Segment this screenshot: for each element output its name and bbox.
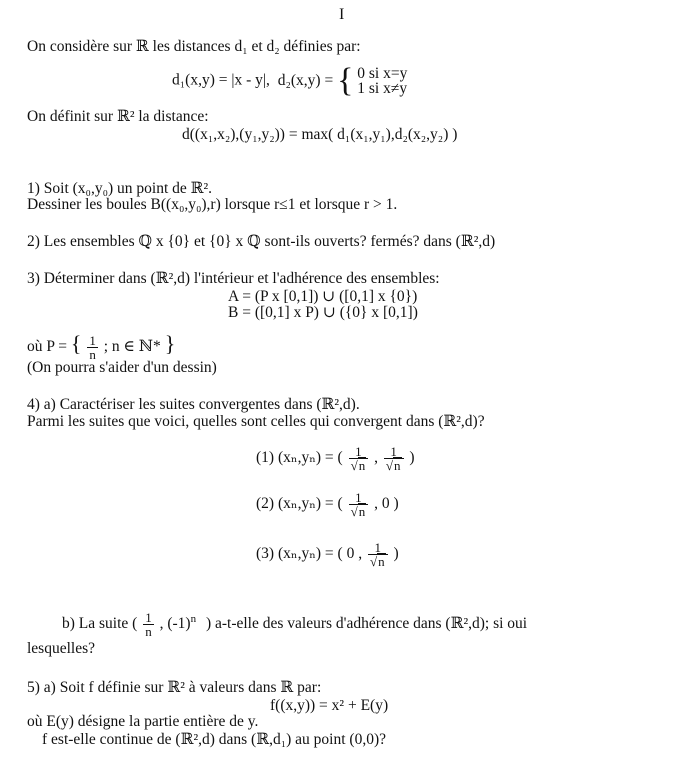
seq3-frac-y (368, 541, 388, 568)
formula-d2: d₂(x,y) = (277, 71, 334, 89)
page-number: I (339, 6, 345, 23)
sequence-2 (256, 486, 399, 522)
p-prefix: où P = (27, 338, 68, 355)
q4b-rest: ) a-t-elle des valeurs d'adhérence dans (ℝ²,d); si oui (205, 615, 528, 633)
q4b-label: b) La suite ( (62, 615, 138, 633)
seq2-label: (2) (xₙ,yₙ) = ( (256, 495, 343, 512)
p-suffix: ; n ∈ ℕ* (103, 338, 161, 355)
seq1-frac-y (384, 445, 404, 472)
seq3-label: (3) (xₙ,yₙ) = ( (256, 545, 343, 562)
cases-brace-icon: { (337, 62, 354, 99)
q4b-fraction (143, 611, 154, 638)
q4b-exponent: n (190, 613, 197, 625)
intro-distance-formula: d((x₁,x₂),(y₁,y₂)) = max( d₁(x₁,y₁),d₂(x₂,y₂) ) (182, 126, 458, 143)
q3-set-b: B = ([0,1] x P) ∪ ({0} x [0,1]) (228, 304, 418, 321)
q4b-num: 1 (145, 610, 152, 626)
cases-block (357, 66, 407, 96)
p-open-brace: { (70, 331, 82, 356)
q5-line-2: où E(y) désigne la partie entière de y. (27, 713, 259, 730)
q4-line-1: 4) a) Caractériser les suites convergentes dans (ℝ²,d). (27, 396, 360, 413)
q4-line-2: Parmi les suites que voici, quelles sont celles qui convergent dans (ℝ²,d)? (27, 413, 485, 430)
seq1-y-den (384, 458, 404, 472)
seq2-x-num: 1 (355, 489, 362, 505)
sequence-1 (256, 440, 415, 476)
q5-line-3: f est-elle continue de (ℝ²,d) dans (ℝ,d₁) au point (0,0)? (42, 731, 386, 748)
q1-line-2: Dessiner les boules B((x₀,y₀),r) lorsque r≤1 et lorsque r > 1. (27, 196, 398, 213)
seq2-frac-x (349, 491, 369, 518)
q2-line-1: 2) Les ensembles ℚ x {0} et {0} x ℚ sont-ils ouverts? fermés? dans (ℝ²,d) (27, 233, 496, 250)
seq3-y-den (368, 554, 388, 568)
seq1-close: ) (409, 449, 415, 466)
formula-d1: d₁(x,y) = |x - y|, (172, 71, 270, 89)
p-close-brace: } (164, 331, 176, 356)
intro-line-2: On définit sur ℝ² la distance: (27, 108, 209, 125)
case-not-equal: 1 si x≠y (357, 80, 408, 97)
q4b-line-1 (62, 603, 527, 640)
seq3-y-rad: n (378, 553, 385, 569)
seq1-x-num: 1 (355, 443, 362, 459)
sqrt-icon: √n (385, 457, 401, 473)
seq2-x-den (349, 504, 369, 518)
p-denominator: n (89, 346, 96, 362)
q1-line-1: 1) Soit (x₀,y₀) un point de ℝ². (27, 180, 213, 197)
seq3-head: 0 , (346, 545, 363, 562)
seq1-label: (1) (xₙ,yₙ) = ( (256, 449, 343, 466)
q5-formula: f((x,y)) = x² + E(y) (270, 697, 389, 714)
case-equal: 0 si x=y (357, 65, 408, 82)
seq1-comma: , (374, 449, 378, 466)
seq1-x-den (349, 458, 369, 472)
sqrt-icon: √n (350, 457, 366, 473)
intro-formula-d1 (172, 64, 407, 98)
q3-set-a: A = (P x [0,1]) ∪ ([0,1] x {0}) (228, 288, 418, 305)
sqrt-icon: √n (350, 503, 366, 519)
q4b-den: n (145, 624, 152, 640)
intro-line-1: On considère sur ℝ les distances d₁ et d₂ définies par: (27, 38, 361, 55)
seq2-x-rad: n (358, 503, 366, 519)
p-numerator: 1 (89, 332, 96, 348)
q4b-mid: , (-1) (159, 615, 191, 633)
seq2-tail: , 0 ) (374, 495, 399, 512)
seq1-x-rad: n (358, 457, 366, 473)
q4b-line-2: lesquelles? (27, 640, 96, 657)
seq1-frac-x (349, 445, 369, 472)
seq3-y-num: 1 (374, 539, 382, 555)
q3-hint: (On pourra s'aider d'un dessin) (27, 359, 217, 376)
q3-p-definition (27, 330, 175, 361)
seq3-close: ) (393, 545, 399, 562)
sequence-3 (256, 536, 399, 572)
seq1-y-rad: n (394, 457, 401, 473)
q3-line-1: 3) Déterminer dans (ℝ²,d) l'intérieur et l'adhérence des ensembles: (27, 270, 440, 287)
seq1-y-num: 1 (390, 443, 397, 459)
sqrt-icon: √n (369, 553, 385, 569)
p-fraction (87, 334, 98, 361)
q5-line-1: 5) a) Soit f définie sur ℝ² à valeurs dans ℝ par: (27, 679, 322, 696)
